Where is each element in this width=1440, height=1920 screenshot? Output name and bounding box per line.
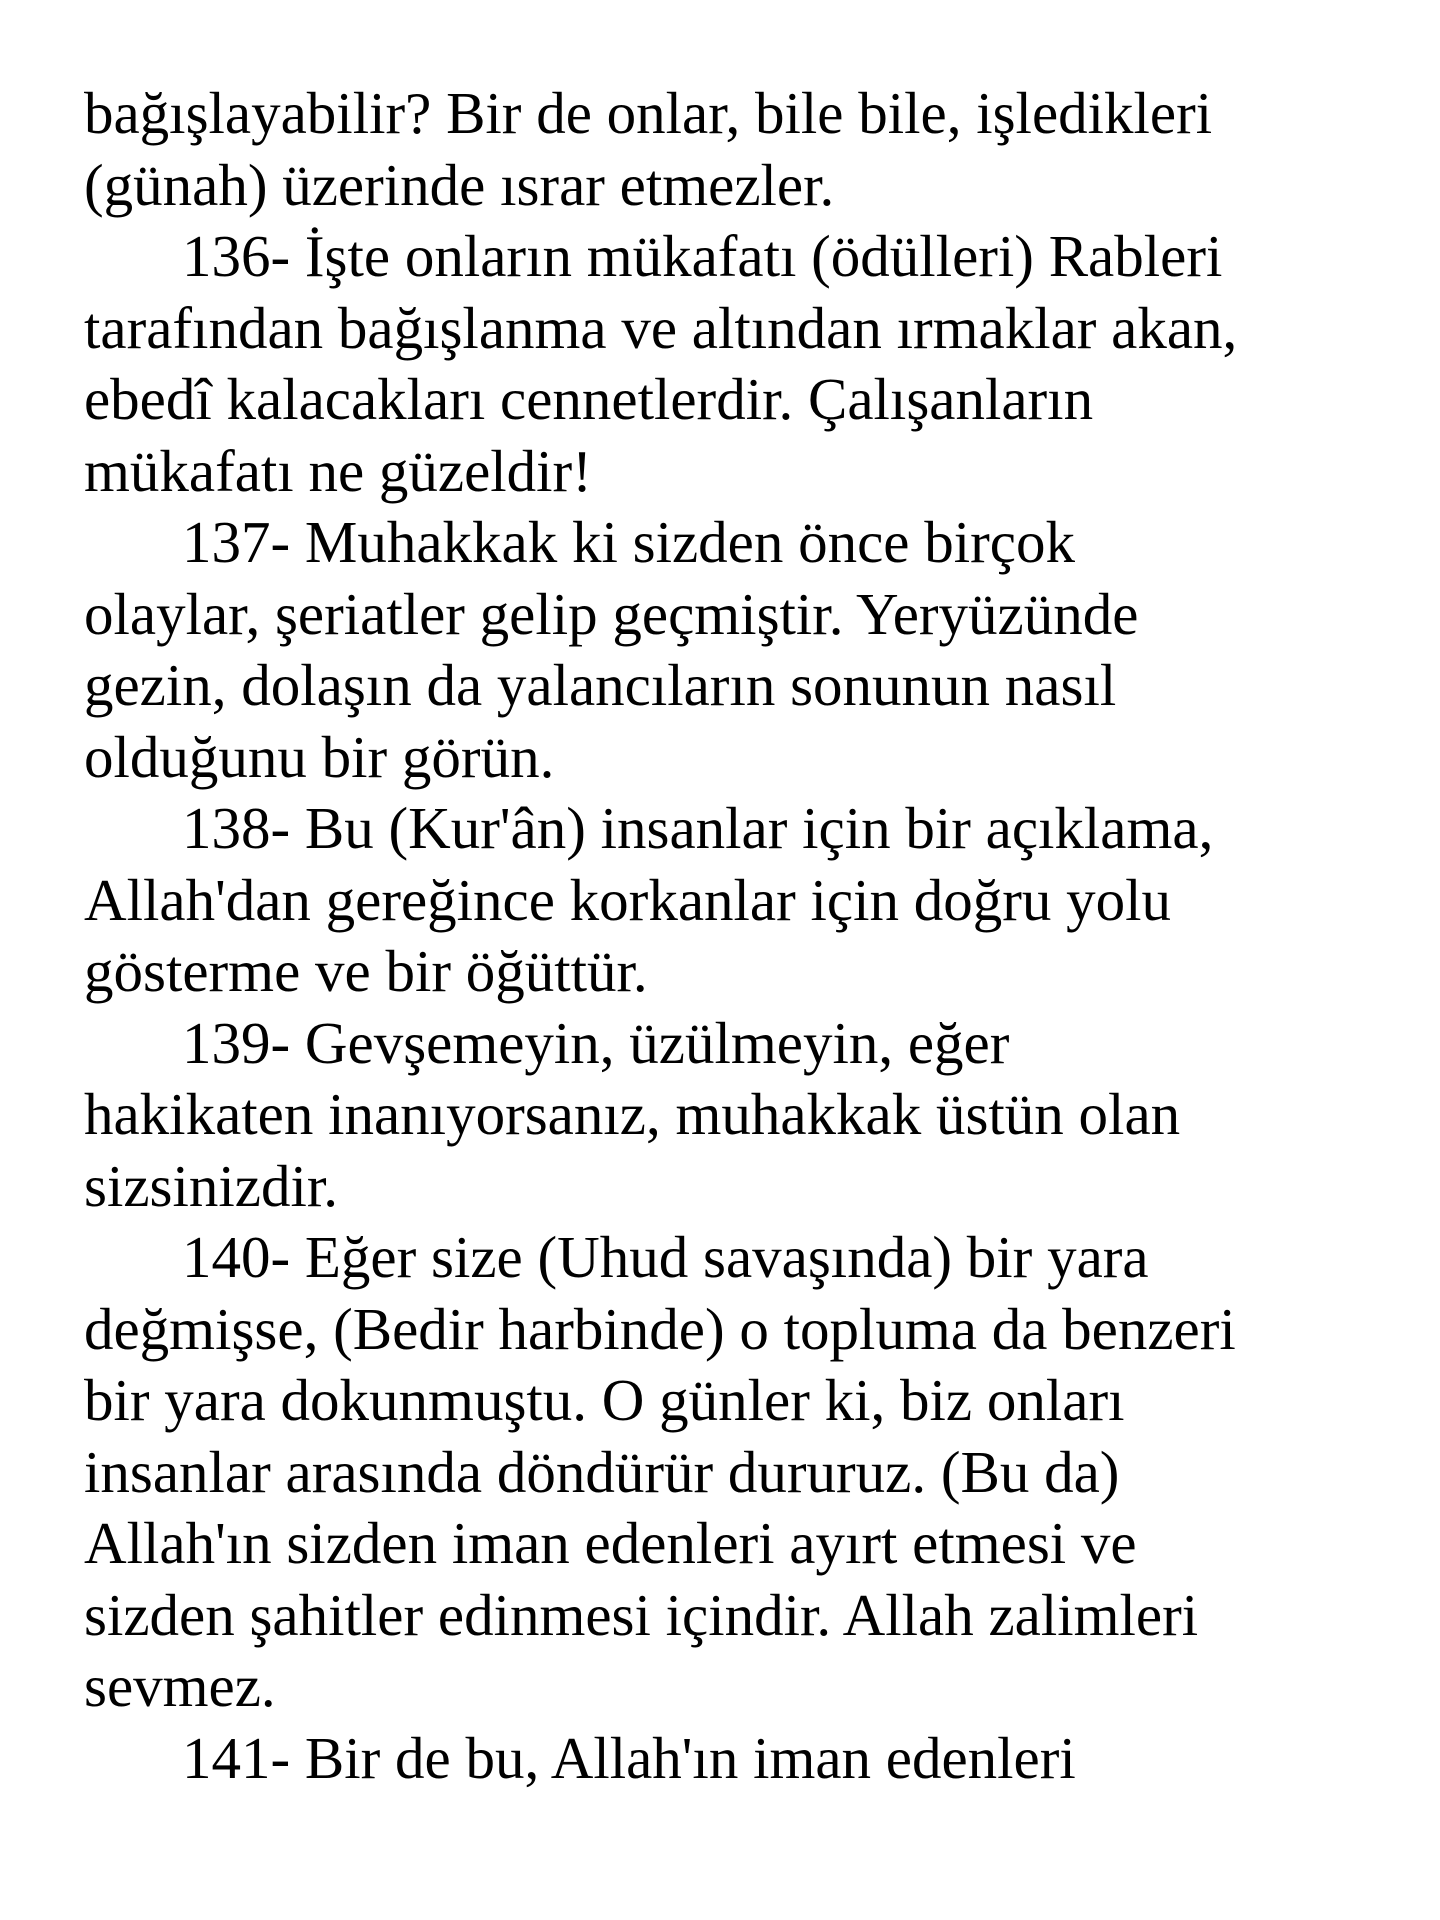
text-line: bağışlayabilir? Bir de onlar, bile bile, işledikleri (84, 80, 1213, 146)
verse-137-start: 137- Muhakkak ki sizden önce birçok (182, 509, 1075, 575)
text-line: mükafatı ne güzeldir! (84, 437, 592, 504)
text-line: Allah'dan gereğince korkanlar için doğru yolu (84, 866, 1172, 933)
text-line: tarafından bağışlanma ve altından ırmaklar akan, (84, 294, 1238, 361)
text-line: (günah) üzerinde ısrar etmezler. (84, 151, 835, 218)
text-line: gösterme ve bir öğüttür. (84, 938, 648, 1004)
text-line: gezin, dolaşın da yalancıların sonunun nasıl (84, 652, 1117, 718)
text-line: değmişse, (Bedir harbinde) o topluma da benzeri (84, 1295, 1236, 1362)
verse-138-start: 138- Bu (Kur'ân) insanlar için bir açıklama, (182, 795, 1214, 861)
text-line: olaylar, şeriatler gelip geçmiştir. Yeryüzünde (84, 580, 1139, 647)
text-line: insanlar arasında döndürür dururuz. (Bu da) (84, 1438, 1120, 1505)
verse-136-start: 136- İşte onların mükafatı (ödülleri) Rableri (182, 223, 1223, 289)
document-page (84, 78, 1404, 1794)
text-line: bir yara dokunmuştu. O günler ki, biz onları (84, 1367, 1125, 1433)
text-line: ebedî kalacakları cennetlerdir. Çalışanların (84, 366, 1094, 432)
verse-139-start: 139- Gevşemeyin, üzülmeyin, eğer (182, 1009, 1010, 1076)
text-line: sizsinizdir. (84, 1152, 339, 1219)
text-line: olduğunu bir görün. (84, 723, 555, 790)
text-line: sevmez. (84, 1653, 276, 1719)
text-line: sizden şahitler edinmesi içindir. Allah zalimleri (84, 1581, 1199, 1648)
text-line: hakikaten inanıyorsanız, muhakkak üstün olan (84, 1081, 1181, 1147)
verse-140-start: 140- Eğer size (Uhud savaşında) bir yara (182, 1224, 1149, 1290)
text-line: Allah'ın sizden iman edenleri ayırt etmesi ve (84, 1510, 1137, 1576)
verse-141-start: 141- Bir de bu, Allah'ın iman edenleri (182, 1724, 1076, 1791)
